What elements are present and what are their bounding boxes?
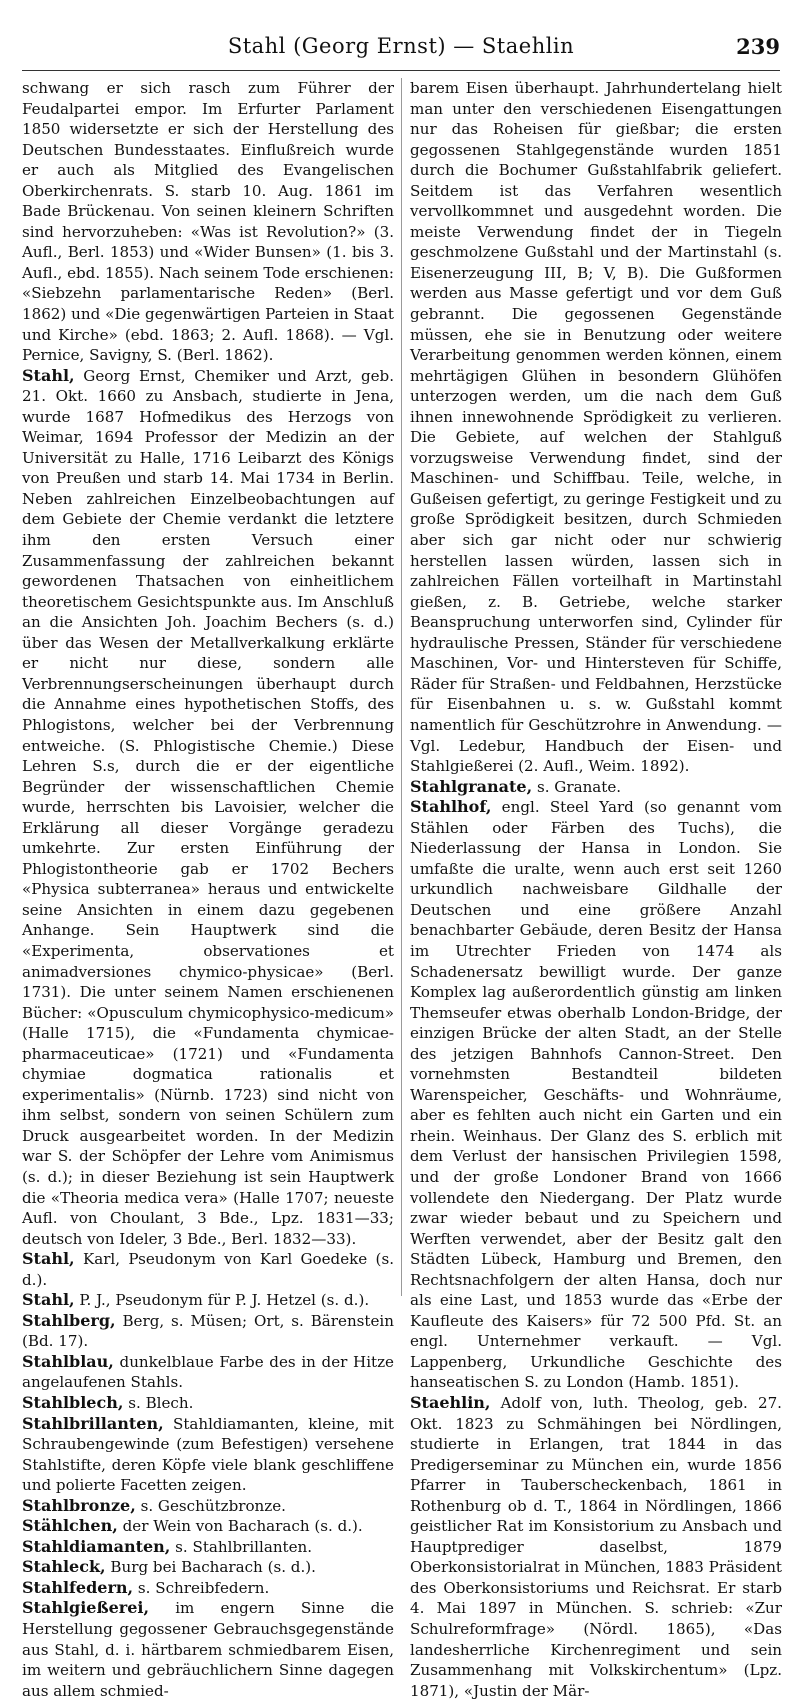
running-title: Stahl (Georg Ernst) — Staehlin (227, 34, 575, 58)
right-column (410, 78, 782, 1700)
dictionary-entry (22, 1311, 394, 1352)
entry-headword: Stahlfedern, (22, 1577, 134, 1597)
page-number: 239 (736, 34, 780, 59)
entry-text: Burg bei Bacharach (s. d.). (110, 1558, 316, 1577)
column-divider (401, 78, 402, 1296)
dictionary-entry (22, 366, 394, 1250)
entry-text: barem Eisen überhaupt. Jahrhundertelang hielt man unter den verschiedenen Eisengattungen nur das Roheisen für gießbar; die ersten gegossenen Stahlgegenstände wurden 1851 durch die Bochumer Gußstahlfabrik geliefert. Seitdem ist das Verfahren wesentlich vervollkommnet und ausgedehnt worden. Die meiste Verwendung findet der in Tiegeln geschmolzene Gußstahl und der Martinstahl (s. Eisenerzeugung III, B; V, B). Die Gußformen werden aus Masse gefertigt und vor dem Guß gebrannt. Die gegossenen Gegenstände müssen, ehe sie in Benutzung oder weitere Verarbeitung genommen werden können, einem mehrtägigen Glühen in besondern Glühöfen unterzogen werden, um die nach dem Guß ihnen innewohnende Sprödigkeit zu verlieren. Die Gebiete, auf welchen der Stahlguß vorzugsweise Verwendung findet, sind der Maschinen- und Schiffbau. Teile, welche, in Gußeisen gefertigt, zu geringe Festigkeit und zu große Sprödigkeit besitzen, durch Schmieden aber sich gar nicht oder nur schwierig herstellen lassen würden, lassen sich in zahlreichen Fällen vorteilhaft in Martinstahl gießen, z. B. Getriebe, welche starker Beanspruchung unterworfen sind, Cylinder für hydraulische Pressen, Ständer für verschiedene Maschinen, Vor- und Hintersteven für Schiffe, Räder für Straßen- und Feldbahnen, Herzstücke für Eisenbahnen u. s. w. Gußstahl kommt namentlich für Geschützrohre in Anwendung. — Vgl. Ledebur, Handbuch der Eisen- und Stahlgießerei (2. Aufl., Weim. 1892). (410, 79, 782, 776)
page-header (22, 34, 780, 70)
dictionary-entry (22, 1557, 394, 1578)
left-column (22, 78, 394, 1700)
entry-headword: Stahl, (22, 1290, 75, 1310)
dictionary-entry (22, 1578, 394, 1599)
entry-headword: Stahlblau, (22, 1351, 114, 1371)
header-rule (22, 70, 780, 71)
dictionary-entry (410, 797, 782, 1393)
entry-headword: Stahlgießerei, (22, 1598, 150, 1618)
entry-text: Georg Ernst, Chemiker und Arzt, geb. 21. Okt. 1660 zu Ansbach, studierte in Jena, wurde 1687 Hofmedikus des Herzogs von Weimar, 1694 Professor der Medizin an der Universität zu Halle, 1716 Leibarzt des Königs von Preußen und starb 14. Mai 1734 in Berlin. Neben zahlreichen Einzelbeobachtungen auf dem Gebiete der Chemie verdankt die letztere ihm den ersten Versuch einer Zusammenfassung der zahlreichen bekannt gewordenen Thatsachen von einheitlichem theoretischem Gesichtspunkte aus. Im Anschluß an die Ansichten Joh. Joachim Bechers (s. d.) über das Wesen der Metallverkalkung erklärte er nicht nur diese, sondern alle Verbrennungserscheinungen überhaupt durch die Annahme eines hypothetischen Stoffs, des Phlogistons, welcher bei der Verbrennung entweiche. (S. Phlogistische Chemie.) Diese Lehren S.s, durch die er der eigentliche Begründer der wissenschaftlichen Chemie wurde, herrschten bis Lavoisier, welcher die Erklärung all dieser Vorgänge geradezu umkehrte. Zur ersten Einführung der Phlogistontheorie gab er 1702 Bechers «Physica subterranea» heraus und entwickelte seine Ansichten in einem dazu gegebenen Anhange. Sein Hauptwerk sind die «Experimenta, observationes et animadversiones chymico-physicae» (Berl. 1731). Die unter seinem Namen erschienenen Bücher: «Opusculum chymicophysico-medicum» (Halle 1715), die «Fundamenta chymicae-pharmaceuticae» (1721) und «Fundamenta chymiae dogmatica rationalis et experimentalis» (Nürnb. 1723) sind nicht von ihm selbst, sondern von seinen Schülern zum Druck ausgearbeitet worden. In der Medizin war S. der Schöpfer der Lehre vom Animismus (s. d.); in dieser Beziehung ist sein Hauptwerk die «Theoria medica vera» (Halle 1707; neueste Aufl. von Choulant, 3 Bde., Lpz. 1831—33; deutsch von Ideler, 3 Bde., Berl. 1832—33). (22, 366, 394, 1248)
entry-headword: Stahl, (22, 1249, 75, 1269)
entry-headword: Staehlin, (410, 1393, 491, 1412)
entry-text: Stahldiamanten, kleine, mit Schraubengewinde (zum Befestigen) versehene Stahlstifte, deren Köpfe viele blank geschliffene und polierte Facetten zeigen. (22, 1414, 394, 1495)
dictionary-entry (22, 1393, 394, 1414)
entry-text: s. Stahlbrillanten. (175, 1537, 313, 1556)
dictionary-entry (22, 1352, 394, 1393)
entry-text: im engern Sinne die Herstellung gegossener Gebrauchsgegenstände aus Stahl, d. i. härtbarem schmiedbarem Eisen, im weitern und gebräuchlichern Sinne dagegen aus allem schmied- (22, 1599, 394, 1700)
dictionary-entry (22, 1598, 394, 1701)
entry-text: engl. Steel Yard (so genannt vom Stählen oder Färben des Tuchs), die Niederlassung der Hansa in London. Sie umfaßte die uralte, wenn auch erst seit 1260 urkundlich nachweisbare Gildhalle der Deutschen und eine größere Anzahl benachbarter Gebäude, deren Besitz der Hansa im Utrechter Frieden von 1474 als Schadenersatz bewilligt wurde. Der ganze Komplex lag außerordentlich günstig am linken Themseufer etwas oberhalb London-Bridge, der einzigen Brücke der alten Stadt, an der Stelle des jetzigen Bahnhofs Cannon-Street. Den vornehmsten Bestandteil bildeten Warenspeicher, Geschäfts- und Wohnräume, aber es fehlten auch nicht ein Garten und ein rhein. Weinhaus. Der Glanz des S. erblich mit dem Verlust der hansischen Privilegien 1598, und der große Londoner Brand von 1666 vollendete den Niedergang. Der Platz wurde zwar wieder bebaut und zu Speichern und Werften verwendet, aber der Besitz galt den Städten Lübeck, Hamburg und Bremen, den Rechtsnachfolgern der alten Hansa, doch nur als eine Last, und 1853 wurde das «Erbe der Kaufleute des Kaisers» für 72 500 Pfd. St. an engl. Unternehmer verkauft. — Vgl. Lappenberg, Urkundliche Geschichte des hanseatischen S. zu London (Hamb. 1851). (410, 798, 782, 1392)
entry-headword: Stahlblech, (22, 1393, 124, 1412)
dictionary-entry (410, 78, 782, 777)
entry-headword: Stahldiamanten, (22, 1536, 171, 1556)
entry-text: dunkelblaue Farbe des in der Hitze angelaufenen Stahls. (22, 1352, 394, 1392)
entry-headword: Stahlbrillanten, (22, 1413, 164, 1433)
entry-headword: Stahlbronze, (22, 1495, 136, 1515)
entry-text: Karl, Pseudonym von Karl Goedeke (s. d.). (22, 1250, 394, 1289)
dictionary-entry (410, 777, 782, 798)
entry-headword: Stählchen, (22, 1516, 118, 1536)
entry-text: s. Blech. (128, 1394, 194, 1412)
entry-headword: Stahlberg, (22, 1310, 116, 1330)
entry-text: s. Geschützbronze. (140, 1496, 286, 1515)
dictionary-entry (22, 1537, 394, 1558)
dictionary-entry (22, 1516, 394, 1537)
dictionary-entry (410, 1393, 782, 1701)
dictionary-entry (22, 1496, 394, 1517)
entry-text: Berg, s. Müsen; Ort, s. Bärenstein (Bd. 17). (22, 1311, 394, 1351)
entry-text: s. Granate. (536, 777, 622, 796)
entry-headword: Stahlgranate, (410, 776, 533, 796)
dictionary-entry (22, 1249, 394, 1290)
dictionary-entry (22, 78, 394, 366)
entry-headword: Stahl, (22, 365, 75, 385)
entry-text: schwang er sich rasch zum Führer der Feudalpartei empor. Im Erfurter Parlament 1850 widersetzte er sich der Herstellung des Deutschen Bundesstaates. Einflußreich wurde er auch als Mitglied des Evangelischen Oberkirchenrats. S. starb 10. Aug. 1861 im Bade Brückenau. Von seinen kleinern Schriften sind hervorzuheben: «Was ist Revolution?» (3. Aufl., Berl. 1853) und «Wider Bunsen» (1. bis 3. Aufl., ebd. 1855). Nach seinem Tode erschienen: «Siebzehn parlamentarische Reden» (Berl. 1862) und «Die gegenwärtigen Parteien in Staat und Kirche» (ebd. 1863; 2. Aufl. 1868). — Vgl. Pernice, Savigny, S. (Berl. 1862). (22, 79, 394, 365)
entry-text: der Wein von Bacharach (s. d.). (122, 1517, 363, 1536)
entry-text: Adolf von, luth. Theolog, geb. 27. Okt. 1823 zu Schmähingen bei Nördlingen, studierte in Erlangen, trat 1844 in das Predigerseminar zu München ein, wurde 1856 Pfarrer in Tauberscheckenbach, 1861 in Rothenburg ob d. T., 1864 in Nördlingen, 1866 geistlicher Rat im Konsistorium zu Ansbach und Hauptprediger daselbst, 1879 Oberkonsistorialrat in München, 1883 Präsident des Oberkonsistoriums und Reichsrat. Er starb 4. Mai 1897 in München. S. schrieb: «Zur Schulreformfrage» (Nördl. 1865), «Das landesherrliche Kirchenregiment und sein Zusammenhang mit Volkskirchentum» (Lpz. 1871), «Justin der Mär- (410, 1394, 782, 1700)
entry-headword: Stahleck, (22, 1557, 106, 1577)
entry-headword: Stahlhof, (410, 797, 492, 817)
entry-text: P. J., Pseudonym für P. J. Hetzel (s. d.). (79, 1291, 370, 1310)
entry-text: s. Schreibfedern. (137, 1578, 270, 1597)
dictionary-entry (22, 1414, 394, 1496)
dictionary-entry (22, 1290, 394, 1311)
